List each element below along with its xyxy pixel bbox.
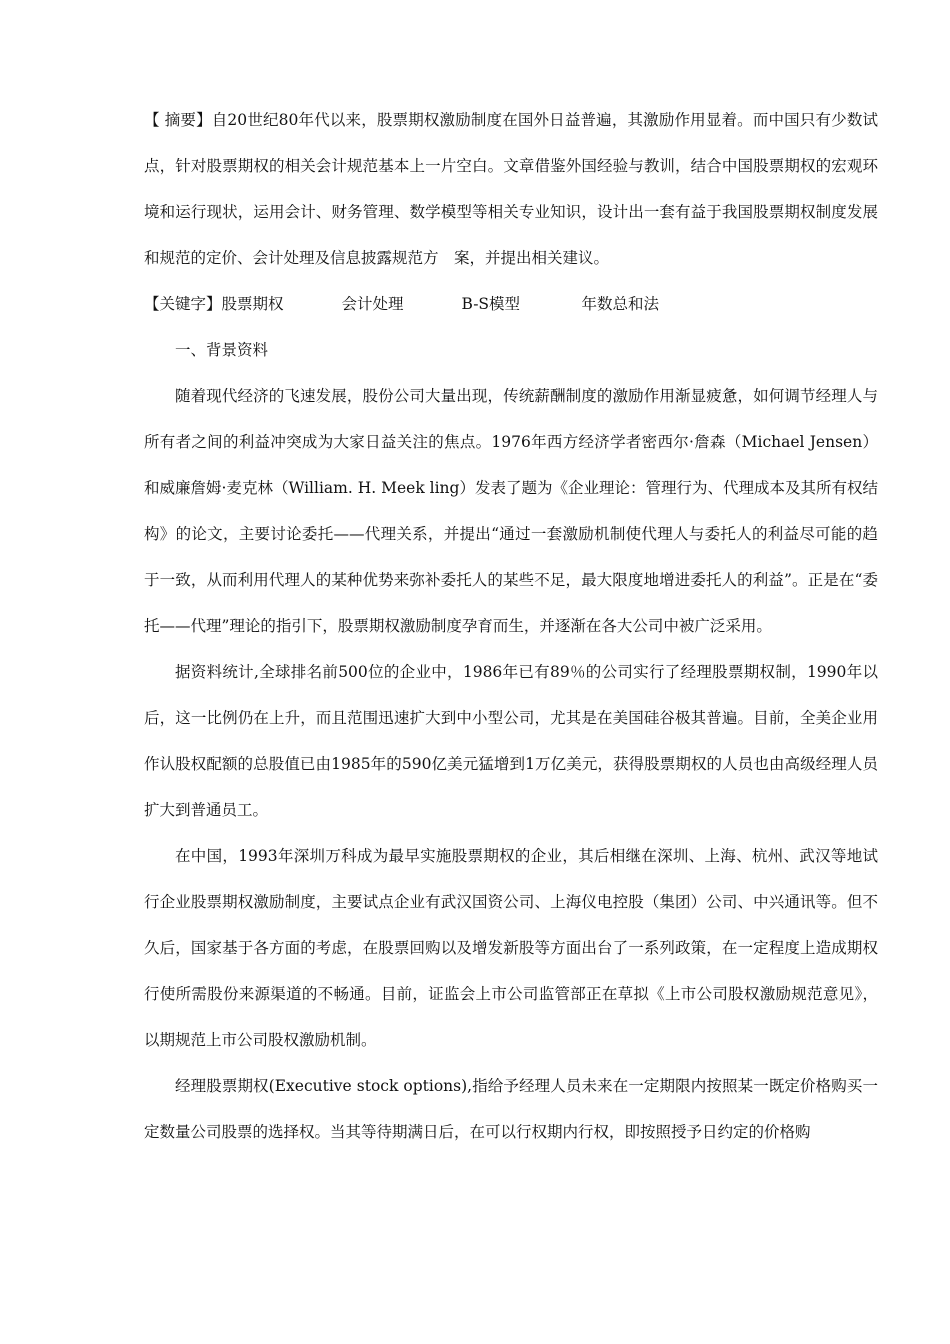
body-paragraph: 据资料统计,全球排名前500位的企业中，1986年已有89％的公司实行了经理股票期权制，1990年以后，这一比例仍在上升，而且范围迅速扩大到中小型公司，尤其是在美国硅谷极其普遍。目前，全美企业用作认股权配额的总股值已由1985年的590亿美元猛增到1万亿美元，获得股票期权的人员也由高级经理人员扩大到普通员工。 bbox=[144, 663, 878, 819]
keyword-item: 股票期权 bbox=[221, 295, 284, 313]
abstract-paragraph bbox=[144, 97, 878, 281]
section-heading: 一、背景资料 bbox=[175, 341, 269, 359]
keyword-item: 会计处理 bbox=[341, 295, 404, 313]
abstract-label: 【 摘要】 bbox=[144, 111, 212, 129]
keyword-item: B-S模型 bbox=[461, 295, 521, 313]
keyword-item: 年数总和法 bbox=[581, 295, 660, 313]
keywords-label: 【关键字】 bbox=[144, 295, 222, 313]
document-body bbox=[144, 97, 878, 1155]
body-paragraph: 经理股票期权(Executive stock options),指给予经理人员未来在一定期限内按照某一既定价格购买一定数量公司股票的选择权。当其等待期满日后，在可以行权期内行权，即按照授予日约定的价格购 bbox=[144, 1077, 878, 1141]
body-paragraph: 在中国，1993年深圳万科成为最早实施股票期权的企业，其后相继在深圳、上海、杭州、武汉等地试行企业股票期权激励制度，主要试点企业有武汉国资公司、上海仪电控股（集团）公司、中兴通讯等。但不久后，国家基于各方面的考虑，在股票回购以及增发新股等方面出台了一系列政策，在一定程度上造成期权行使所需股份来源渠道的不畅通。目前，证监会上市公司监管部正在草拟《上市公司股权激励规范意见》，以期规范上市公司股权激励机制。 bbox=[144, 847, 878, 1049]
body-paragraph: 随着现代经济的飞速发展，股份公司大量出现，传统薪酬制度的激励作用渐显疲惫，如何调节经理人与所有者之间的利益冲突成为大家日益关注的焦点。1976年西方经济学者密西尔·詹森（Michael Jensen）和威廉詹姆·麦克林（William. H. Meek ling）发表了题为《企业理论：管理行为、代理成本及其所有权结构》的论文，主要讨论委托——代理关系，并提出“通过一套激励机制使代理人与委托人的利益尽可能的趋于一致，从而利用代理人的某种优势来弥补委托人的某些不足，最大限度地增进委托人的利益”。正是在“委托——代理”理论的指引下，股票期权激励制度孕育而生，并逐渐在各大公司中被广泛采用。 bbox=[144, 387, 878, 635]
abstract-text: 自20世纪80年代以来，股票期权激励制度在国外日益普遍，其激励作用显着。而中国只有少数试点，针对股票期权的相关会计规范基本上一片空白。文章借鉴外国经验与教训，结合中国股票期权的宏观环境和运行现状，运用会计、财务管理、数学模型等相关专业知识，设计出一套有益于我国股票期权制度发展和规范的定价、会计处理及信息披露规范方 案，并提出相关建议。 bbox=[144, 111, 878, 267]
keywords-line bbox=[144, 281, 878, 327]
